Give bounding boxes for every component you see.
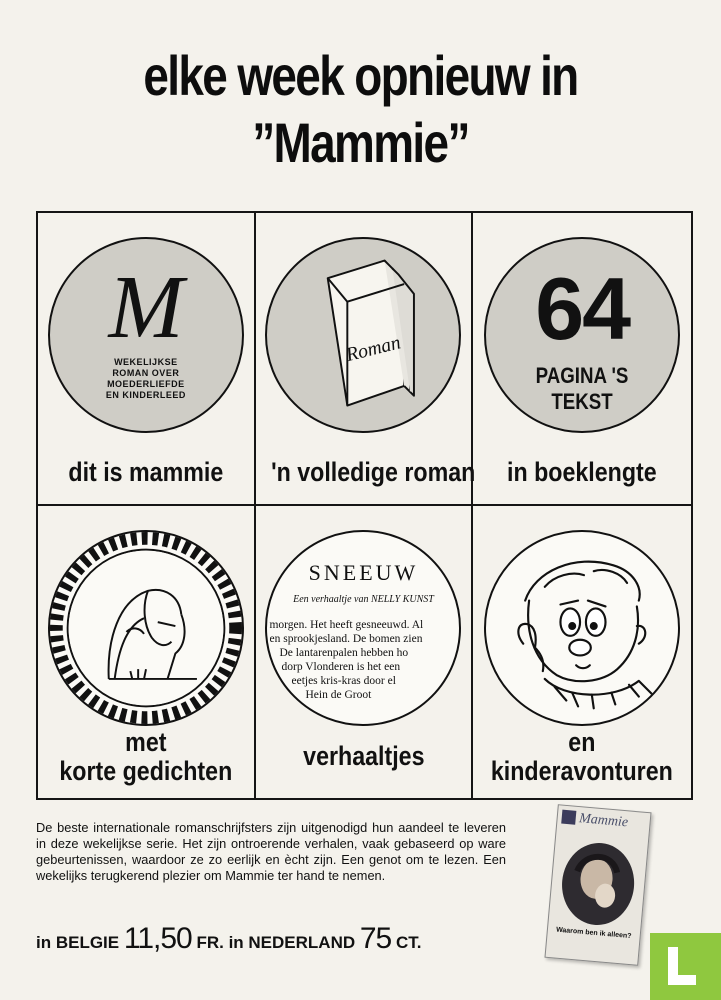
feature-cell-mammie bbox=[38, 213, 256, 506]
story-title: SNEEUW bbox=[308, 559, 419, 585]
magazine-cover-thumbnail bbox=[544, 804, 651, 966]
headline-line-2: ”Mammie” bbox=[252, 111, 469, 174]
feature-grid bbox=[36, 211, 693, 800]
couple-ornament-circle-icon bbox=[48, 530, 244, 726]
book-label: Roman bbox=[344, 332, 404, 367]
feature-cell-kinderavonturen bbox=[473, 506, 691, 799]
monogram-m: M bbox=[108, 257, 184, 357]
book-circle-icon bbox=[265, 237, 461, 433]
magazine-caption: Waarom ben ik alleen? bbox=[555, 926, 632, 941]
price-nederland: 75 bbox=[359, 922, 392, 955]
caption-in-boeklengte: in boeklengte bbox=[507, 457, 657, 487]
story-subtitle: Een verhaaltje van NELLY KUNST bbox=[293, 593, 434, 605]
caption-korte-gedichten: met korte gedichten bbox=[59, 726, 233, 786]
letter-m-circle-icon bbox=[48, 237, 244, 433]
feature-cell-64 bbox=[473, 213, 691, 506]
caption-verhaaltjes: verhaaltjes bbox=[302, 740, 425, 771]
caption-dit-is-mammie: dit is mammie bbox=[68, 457, 224, 487]
caption-volledige-roman: 'n volledige roman bbox=[270, 457, 475, 487]
tekst-label: TEKST bbox=[551, 389, 613, 414]
description-text: De beste internationale romanschrijfsters zijn uitgenodigd hun aandeel te leveren in deze wekelijkse serie. Het zijn ontroerende verhalen, vaak gebaseerd op ware gebeurtenissen, waardoor ze zo eerlijk en ècht zijn. Een genot om te lezen. Een wekelijks terugkerend plezier om Mammie ter hand te nemen. bbox=[36, 820, 506, 883]
pagina-label: PAGINA 'S bbox=[535, 363, 629, 388]
circle-text: WEKELIJKSE ROMAN OVER MOEDERLIEFDE EN KINDERLEED bbox=[105, 357, 186, 400]
caption-kinderavonturen: en kinderavonturen bbox=[491, 726, 674, 786]
feature-cell-roman bbox=[256, 213, 474, 506]
feature-cell-gedichten bbox=[38, 506, 256, 799]
headline-line-1: elke week opnieuw in bbox=[143, 44, 578, 107]
magazine-title: Mammie bbox=[578, 811, 629, 831]
number-64-circle-icon bbox=[484, 237, 680, 433]
story-text-circle-icon bbox=[265, 530, 461, 726]
price-belgie: 11,50 bbox=[123, 922, 192, 955]
cover-photo bbox=[559, 840, 638, 928]
feature-cell-verhaaltjes bbox=[256, 506, 474, 799]
story-text: morgen. Het heeft gesneeuwd. Al en sprookjesland. De bomen zien De lantarenpalen hebben ho dorp Vlonderen is het een eetjes kris-kras door el Hein de Groot bbox=[269, 618, 424, 701]
catalog-logo-icon bbox=[650, 933, 721, 1000]
cartoon-boy-circle-icon bbox=[484, 530, 680, 726]
price-line: in BELGIE 11,50 FR. in NEDERLAND 75 CT. bbox=[36, 922, 422, 955]
number-64: 64 bbox=[535, 259, 630, 358]
